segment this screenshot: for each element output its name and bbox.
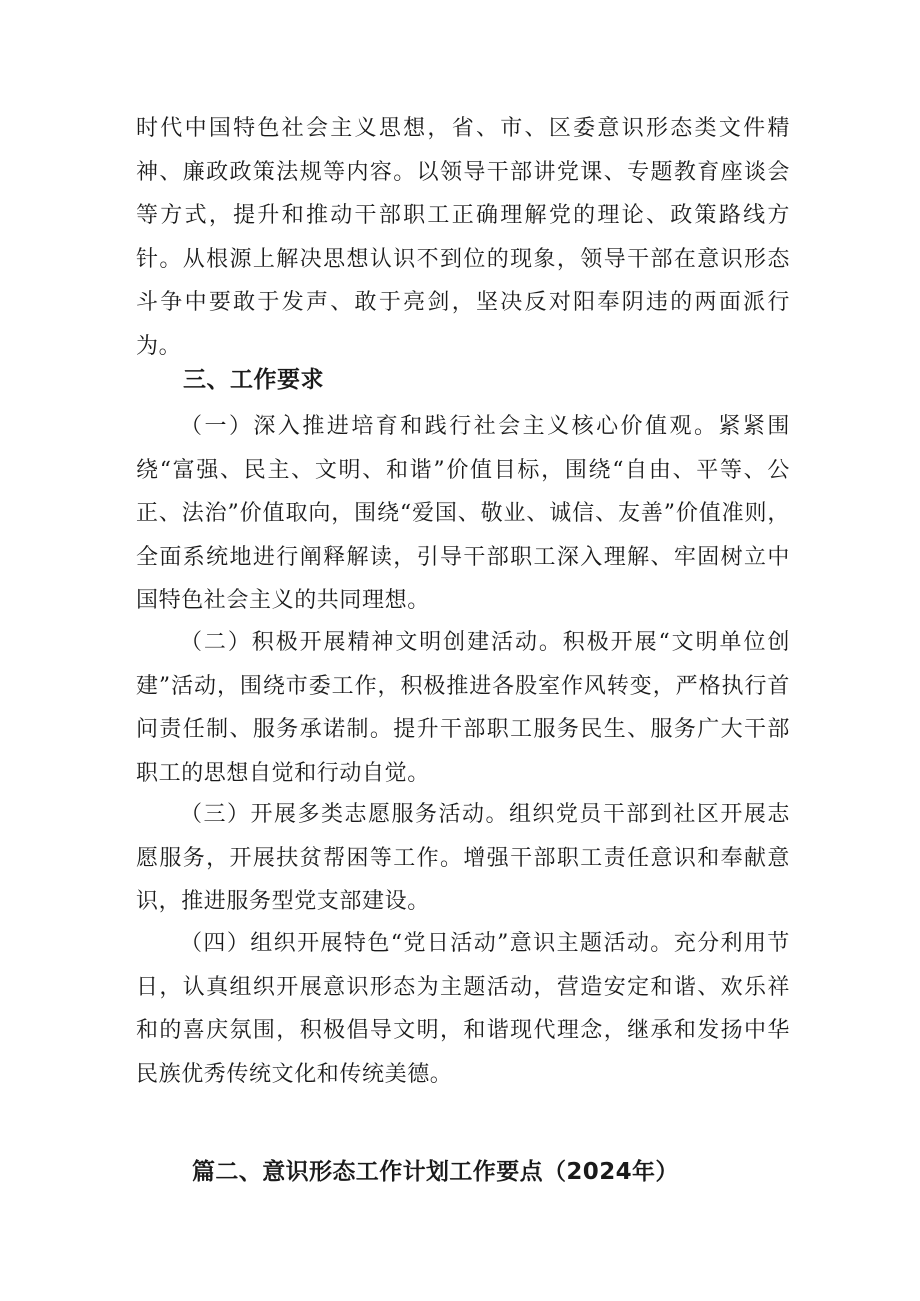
requirement-paragraph-3: （三）开展多类志愿服务活动。组织党员干部到社区开展志愿服务，开展扶贫帮困等工作。增强干部职工责任意识和奉献意识，推进服务型党支部建设。: [136, 802, 790, 915]
continuation-paragraph: 时代中国特色社会主义思想，省、市、区委意识形态类文件精神、廉政政策法规等内容。以领导干部讲党课、专题教育座谈会等方式，提升和推动干部职工正确理解党的理论、政策路线方针。从根源上解决思想认识不到位的现象，领导干部在意识形态斗争中要敢于发声、敢于亮剑，坚决反对阳奉阴违的两面派行为。: [136, 116, 790, 359]
requirement-paragraph-2: （二）积极开展精神文明创建活动。积极开展“文明单位创建”活动，围绕市委工作，积极推进各股室作风转变，严格执行首问责任制、服务承诺制。提升干部职工服务民生、服务广大干部职工的思想自觉和行动自觉。: [136, 630, 790, 786]
section-heading: 三、工作要求: [183, 367, 324, 393]
next-article-title: 篇二、意识形态工作计划工作要点（2024年）: [192, 1159, 679, 1185]
requirement-paragraph-1: （一）深入推进培育和践行社会主义核心价值观。紧紧围绕“富强、民主、文明、和谐”价值目标，围绕“自由、平等、公正、法治”价值取向，围绕“爱国、敬业、诚信、友善”价值准则，全面系统地进行阐释解读，引导干部职工深入理解、牢固树立中国特色社会主义的共同理想。: [136, 414, 790, 614]
requirement-paragraph-4: （四）组织开展特色“党日活动”意识主题活动。充分利用节日，认真组织开展意识形态为主题活动，营造安定和谐、欢乐祥和的喜庆氛围，积极倡导文明，和谐现代理念，继承和发扬中华民族优秀传统文化和传统美德。: [136, 931, 790, 1087]
